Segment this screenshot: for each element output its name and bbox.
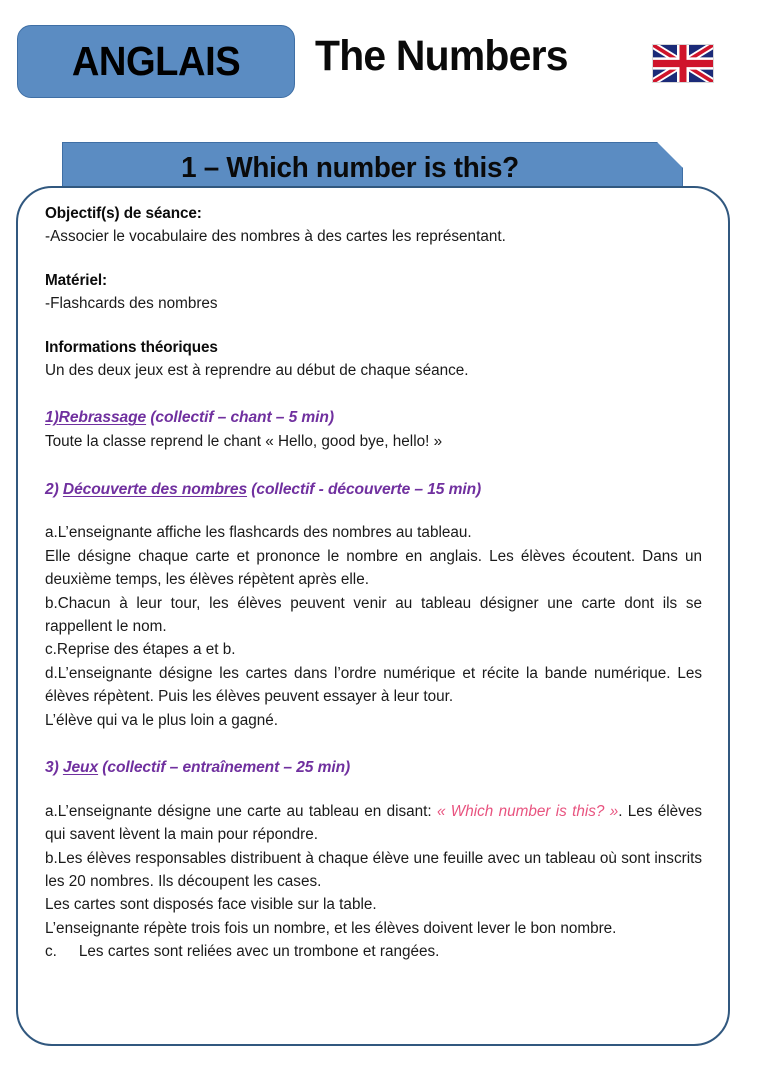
step-1-meta: (collectif – chant – 5 min) (146, 409, 334, 427)
spacer (45, 382, 702, 406)
spacer (45, 501, 702, 521)
step-1-number: 1) (45, 409, 59, 427)
step-3-item-c-label: c. (45, 943, 57, 961)
step-3-item-c (45, 940, 702, 963)
infos-heading: Informations théoriques (45, 338, 218, 356)
step-3-item-a (45, 800, 702, 847)
step-2-item-c: c.Reprise des étapes a et b. (45, 641, 236, 659)
step-2-item-a-line2: Elle désigne chaque carte et prononce le nombre en anglais. Les élèves écoutent. Dans un deuxième temps, les élèves répètent après elle. (45, 547, 702, 589)
english-question-quote: « Which number is this? » (437, 802, 619, 820)
page-header (0, 0, 760, 125)
step-3-line-cartes: Les cartes sont disposés face visible sur la table. (45, 896, 377, 914)
spacer (45, 316, 702, 336)
objectifs-heading: Objectif(s) de séance: (45, 205, 202, 222)
step-1-title: Rebrassage (58, 409, 147, 427)
spacer (45, 249, 702, 269)
uk-flag-icon (652, 44, 714, 83)
step-3-title: Jeux (62, 758, 99, 776)
step-3-item-b: b.Les élèves responsables distribuent à chaque élève une feuille avec un tableau où sont inscrits les 20 nombres. Ils découpent les cases. (45, 849, 702, 890)
spacer (45, 732, 702, 756)
lesson-content-body (45, 202, 702, 964)
objectifs-text: -Associer le vocabulaire des nombres à des cartes les représentant. (45, 228, 506, 246)
step-3-item-a-suffix: . Les élèves qui savent lèvent la main pour répondre. (45, 802, 702, 844)
step-2-item-a-line1: a.L’enseignante affiche les flashcards des nombres au tableau. (45, 524, 472, 542)
materiel-text: -Flashcards des nombres (45, 295, 218, 313)
step-1-body: Toute la classe reprend le chant « Hello, good bye, hello! » (45, 433, 443, 451)
step-2-number: 2) (45, 480, 63, 498)
step-3-number: 3) (45, 758, 63, 776)
subject-badge (17, 25, 295, 98)
step-3-item-a-prefix: a.L’enseignante désigne une carte au tableau en disant: (45, 802, 437, 820)
section-banner-label: 1 – Which number is this? (181, 151, 519, 184)
step-1-heading (45, 406, 702, 430)
step-2-item-d-tail: L’élève qui va le plus loin a gagné. (45, 711, 279, 729)
page-title: The Numbers (315, 32, 568, 80)
step-2-meta: (collectif - découverte – 15 min) (247, 480, 482, 498)
spacer (45, 780, 702, 800)
step-2-item-d: d.L’enseignante désigne les cartes dans l’ordre numérique et récite la bande numérique. Les élèves répètent. Puis les élèves peuvent essayer à leur tour. (45, 664, 702, 706)
step-2-item-b: b.Chacun à leur tour, les élèves peuvent venir au tableau désigner une carte dont ils se rappellent le nom. (45, 594, 702, 635)
step-2-heading (45, 478, 702, 502)
materiel-heading: Matériel: (45, 271, 108, 289)
lesson-content-card (16, 186, 730, 1046)
step-3-heading (45, 756, 702, 780)
subject-badge-label: ANGLAIS (71, 38, 241, 84)
spacer (45, 454, 702, 478)
step-3-line-repete: L’enseignante répète trois fois un nombre, et les élèves doivent lever le bon nombre. (45, 919, 617, 937)
infos-text: Un des deux jeux est à reprendre au début de chaque séance. (45, 361, 469, 379)
step-3-item-c-text: Les cartes sont reliées avec un trombone et rangées. (78, 943, 440, 961)
step-2-title: Découverte des nombres (62, 480, 248, 498)
step-3-meta: (collectif – entraînement – 25 min) (98, 758, 351, 776)
